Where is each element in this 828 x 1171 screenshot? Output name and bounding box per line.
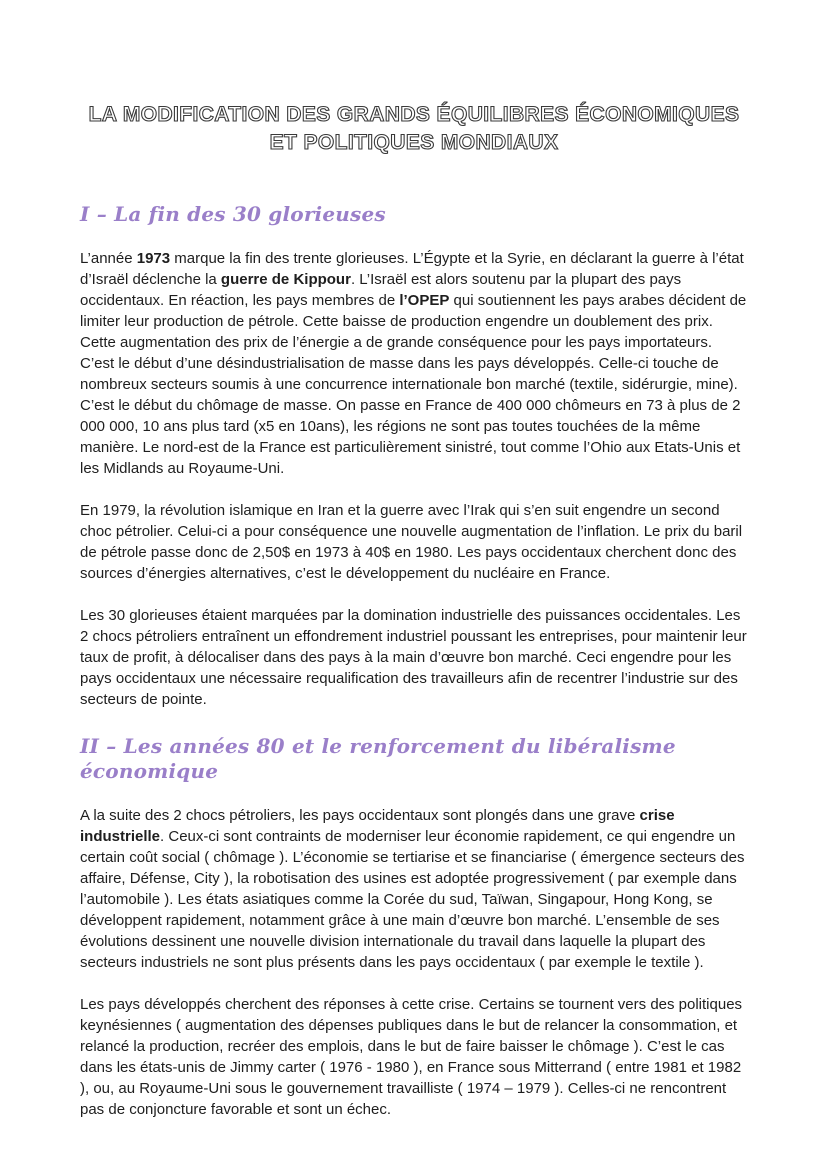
- section-2-paragraph-1: [80, 805, 748, 973]
- bold-text-run: guerre de Kippour: [220, 271, 351, 288]
- section-annees-80-liberalisme: [80, 734, 748, 1120]
- text-run: A la suite des 2 chocs pétroliers, les pays occidentaux sont plongés dans une grave: [80, 807, 640, 824]
- section-1-heading: I – La fin des 30 glorieuses: [80, 202, 386, 226]
- section-1-paragraph-2: [80, 500, 748, 584]
- section-2-heading: II – Les années 80 et le renforcement du libéralisme économique: [80, 734, 676, 783]
- text-run: En 1979, la révolution islamique en Iran et la guerre avec l’Irak qui s’en suit engendre un second choc pétrolier. Celui-ci a pour conséquence une nouvelle augmentation de l’inflation. Le prix du baril de pétrole passe donc de 2,50$ en 1973 à 40$ en 1980. Les pays occidentaux cherchent donc des sources d’énergies alternatives, c’est le développement du nucléaire en France.: [80, 502, 743, 582]
- section-1-paragraph-3: [80, 605, 748, 710]
- text-run: . Ceux-ci sont contraints de moderniser leur économie rapidement, ce qui engendre un certain coût social ( chômage ). L’économie se tertiarise et se financiarise ( émergence secteurs des affaire, Défense, City ), la robotisation des usines est adoptée progressivement ( par exemple dans l’automobile ). Les états asiatiques comme la Corée du sud, Taïwan, Singapour, Hong Kong, se développent rapidement, notamment grâce à une main d’œuvre bon marché. L’ensemble de ses évolutions dessinent une nouvelle division internationale du travail dans laquelle la plupart des secteurs industriels ne sont plus présents dans les pays occidentaux ( par exemple le textile ).: [80, 828, 745, 971]
- text-run: . L’Israël est alors soutenu par la plupart des pays occidentaux. En réaction, les pays membres de: [80, 271, 682, 309]
- text-run: L’année: [80, 250, 137, 267]
- bold-text-run: crise industrielle: [80, 807, 675, 845]
- section-2-paragraph-2: [80, 994, 748, 1120]
- section-fin-30-glorieuses: [80, 202, 748, 710]
- document-title: LA MODIFICATION DES GRANDS ÉQUILIBRES ÉCONOMIQUES ET POLITIQUES MONDIAUX: [88, 103, 740, 154]
- text-run: qui soutiennent les pays arabes décident de limiter leur production de pétrole. Cette baisse de production engendre un doublement des prix. Cette augmentation des prix de l’énergie a de grande conséquence pour les pays importateurs. C’est le début d’une désindustrialisation de masse dans les pays développés. Celle-ci touche de nombreux secteurs soumis à une concurrence internationale bon marché (textile, sidérurgie, mine). C’est le début du chômage de masse. On passe en France de 400 000 chômeurs en 73 à plus de 2 000 000, 10 ans plus tard (x5 en 10ans), les régions ne sont pas toutes touchées de la même manière. Le nord-est de la France est particulièrement sinistré, tout comme l’Ohio aux Etats-Unis et les Midlands au Royaume-Uni.: [80, 292, 747, 477]
- section-1-paragraph-1: [80, 248, 748, 479]
- text-run: Les 30 glorieuses étaient marquées par la domination industrielle des puissances occidentales. Les 2 chocs pétroliers entraînent un effondrement industriel poussant les entreprises, pour maintenir leur taux de profit, à délocaliser dans des pays à la main d’œuvre bon marché. Ceci engendre pour les pays occidentaux une nécessaire requalification des travailleurs afin de recentrer l’industrie sur des secteurs de pointe.: [80, 607, 747, 708]
- text-run: marque la fin des trente glorieuses. L’Égypte et la Syrie, en déclarant la guerre à l’état d’Israël déclenche la: [80, 250, 744, 288]
- bold-text-run: 1973: [136, 250, 171, 267]
- bold-text-run: l’OPEP: [399, 292, 450, 309]
- text-run: Les pays développés cherchent des réponses à cette crise. Certains se tournent vers des politiques keynésiennes ( augmentation des dépenses publiques dans le but de relancer la consommation, et relancé la production, recréer des emplois, dans le but de faire baisser le chômage ). C’est le cas dans les états-unis de Jimmy carter ( 1976 - 1980 ), en France sous Mitterrand ( entre 1981 et 1982 ), ou, au Royaume-Uni sous le gouvernement travailliste ( 1974 – 1979 ). Celles-ci ne rencontrent pas de conjoncture favorable et sont un échec.: [80, 996, 743, 1118]
